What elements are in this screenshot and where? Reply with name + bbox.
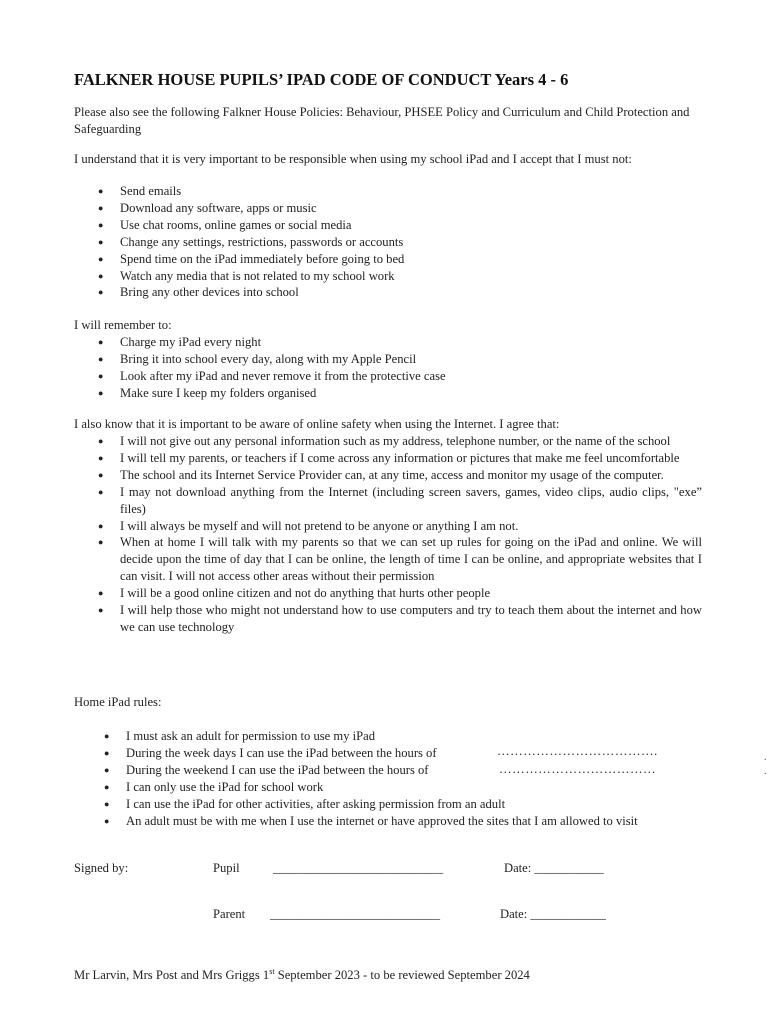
parent-date-field[interactable]: Date: ____________ — [500, 907, 606, 921]
page-title: FALKNER HOUSE PUPILS’ IPAD CODE OF CONDUCT Years 4 - 6 — [74, 70, 569, 89]
list-item: ● Charge my iPad every night — [98, 334, 698, 351]
list-item: ● I will not give out any personal information such as my address, telephone number, or the name of the school — [98, 433, 702, 450]
list-item: ● I will help those who might not understand how to use computers and try to teach them about the internet and how we can use technology — [98, 602, 702, 636]
footer-ordinal: st — [269, 967, 275, 976]
list-item: ● I can only use the iPad for school work — [104, 779, 744, 796]
list-item: ● I may not download anything from the Internet (including screen savers, games, video clips, audio clips, "exe” files) — [98, 484, 702, 518]
signed-by-label: Signed by: — [74, 861, 129, 875]
list-item: ● During the week days I can use the iPad between the hours of — [104, 745, 744, 762]
footer-text-end: September 2023 - to be reviewed September 2024 — [274, 968, 530, 983]
intro-paragraph: Please also see the following Falkner House Policies: Behaviour, PHSEE Policy and Curriculum and Child Protection and Safeguarding — [74, 105, 690, 136]
list-item: ● The school and its Internet Service Provider can, at any time, access and monitor my usage of the computer. — [98, 467, 702, 484]
list-item: ● Bring it into school every day, along with my Apple Pencil — [98, 351, 698, 368]
margin-mark: . — [764, 766, 767, 777]
home-rules-heading: Home iPad rules: — [74, 695, 162, 709]
pupil-signature-line[interactable]: ___________________________ — [273, 861, 444, 875]
list-item: ● Look after my iPad and never remove it from the protective case — [98, 368, 698, 385]
weekend-hours-blank[interactable]: ……………………………… — [499, 762, 657, 776]
list-item: ● I will tell my parents, or teachers if I come across any information or pictures that make me feel uncomfortable — [98, 450, 702, 467]
must-not-heading: I understand that it is very important to be responsible when using my school iPad and I accept that I must not: — [74, 152, 632, 166]
parent-signature-line[interactable]: ___________________________ — [270, 907, 441, 921]
pupil-date-field[interactable]: Date: ___________ — [504, 861, 604, 875]
parent-label: Parent — [213, 907, 246, 921]
must-not-list — [98, 183, 698, 301]
list-item: ● I will always be myself and will not pretend to be anyone or anything I am not. — [98, 518, 702, 535]
list-item: ● Make sure I keep my folders organised — [98, 385, 698, 402]
safety-list — [98, 433, 702, 636]
list-item: ● Change any settings, restrictions, passwords or accounts — [98, 234, 698, 251]
remember-heading: I will remember to: — [74, 318, 172, 332]
list-item: ● An adult must be with me when I use the internet or have approved the sites that I am allowed to visit — [104, 813, 744, 830]
pupil-label: Pupil — [213, 861, 240, 875]
list-item: ● Watch any media that is not related to my school work — [98, 268, 698, 285]
footer-note — [74, 967, 530, 983]
list-item: ● I can use the iPad for other activities, after asking permission from an adult — [104, 796, 744, 813]
footer-text: Mr Larvin, Mrs Post and Mrs Griggs 1 — [74, 968, 270, 983]
list-item: ● I must ask an adult for permission to use my iPad — [104, 728, 744, 745]
list-item: ● Use chat rooms, online games or social media — [98, 217, 698, 234]
weekday-hours-blank[interactable]: ………………………………. — [497, 744, 658, 758]
list-item: ● Download any software, apps or music — [98, 200, 698, 217]
list-item: ● I will be a good online citizen and not do anything that hurts other people — [98, 585, 702, 602]
list-item: ● Send emails — [98, 183, 698, 200]
margin-mark: . — [764, 752, 767, 763]
list-item: ● Bring any other devices into school — [98, 284, 698, 301]
safety-heading: I also know that it is important to be aware of online safety when using the Internet. I agree that: — [74, 417, 560, 431]
remember-list — [98, 334, 698, 402]
list-item: ● When at home I will talk with my parents so that we can set up rules for going on the iPad and online. We will decide upon the time of day that I can be online, the length of time I can be online, and appropriate websites that I can visit. I will not access other areas without their permission — [98, 534, 702, 585]
list-item: ● During the weekend I can use the iPad between the hours of — [104, 762, 744, 779]
list-item: ● Spend time on the iPad immediately before going to bed — [98, 251, 698, 268]
